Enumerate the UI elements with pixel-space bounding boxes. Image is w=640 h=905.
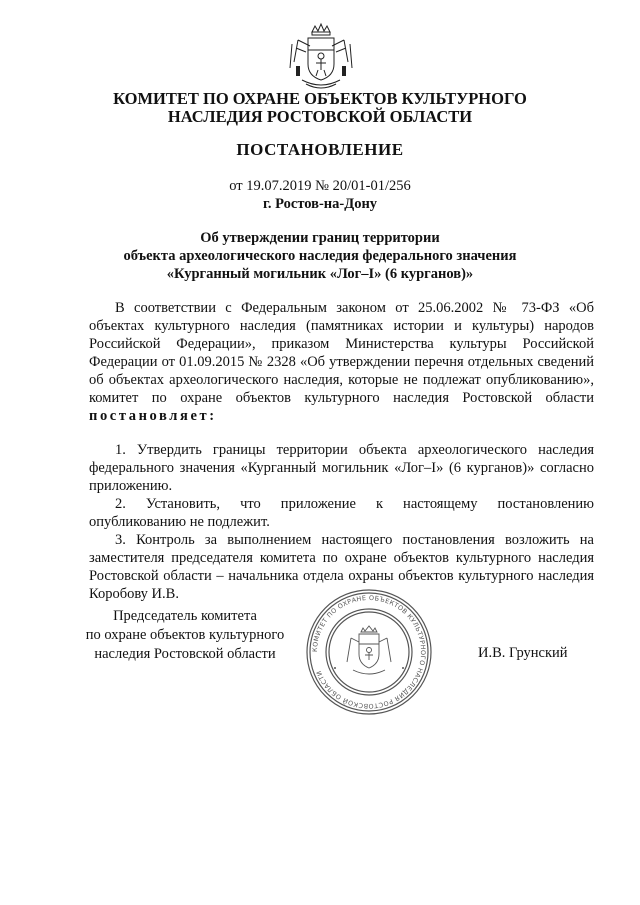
signatory-title [60, 607, 310, 664]
signatory-title-line-1: Председатель комитета [113, 608, 257, 624]
subject-line-3: «Курганный могильник «Лог–I» (6 курганов)» [166, 266, 474, 282]
item-2: 2. Установить, что приложение к настоящему постановлению опубликованию не подлежит. [89, 496, 594, 530]
signatory-title-line-2: по охране объектов культурного [85, 627, 285, 643]
preamble-keyword: постановляет: [89, 408, 217, 424]
organization-name [0, 90, 640, 126]
date-number: от 19.07.2019 № 20/01-01/256 [229, 178, 411, 194]
svg-text:КОМИТЕТ ПО ОХРАНЕ ОБЪЕКТОВ КУЛ [311, 594, 427, 710]
city: г. Ростов-на-Дону [262, 196, 378, 212]
official-seal [305, 588, 433, 716]
document-type: ПОСТАНОВЛЕНИЕ [236, 140, 404, 159]
document-subject [0, 229, 640, 283]
signatory-name: И.В. Грунский [478, 645, 568, 661]
document-body [89, 299, 594, 603]
seal-ring-text: КОМИТЕТ ПО ОХРАНЕ ОБЪЕКТОВ КУЛЬТУРНОГО НАСЛЕДИЯ РОСТОВСКОЙ ОБЛАСТИ [310, 593, 428, 711]
preamble-text: В соответствии с Федеральным законом от 25.06.2002 № 73-ФЗ «Об объектах культурного наследия (памятниках истории и культуры) народов Российской Федерации», приказом Министерства культуры Российской Федерации от 01.09.2015 № 2328 «Об утверждении перечня отдельных сведений об объектах археологического наследия, которые не подлежат опубликованию», комитет по охране объектов культурного наследия Ростовской области [89, 300, 594, 406]
org-line-1: КОМИТЕТ ПО ОХРАНЕ ОБЪЕКТОВ КУЛЬТУРНОГО [113, 89, 527, 108]
coat-of-arms-emblem [288, 22, 354, 92]
org-line-2: НАСЛЕДИЯ РОСТОВСКОЙ ОБЛАСТИ [167, 107, 473, 126]
subject-line-2: объекта археологического наследия федерального значения [123, 248, 517, 264]
preamble-paragraph [89, 299, 594, 425]
item-1: 1. Утвердить границы территории объекта археологического наследия федерального значения «Курганный могильник «Лог–I» (6 курганов)» согласно приложению. [89, 442, 594, 494]
subject-line-1: Об утверждении границ территории [200, 230, 440, 246]
signatory-title-line-3: наследия Ростовской области [94, 646, 276, 662]
item-3: 3. Контроль за выполнением настоящего постановления возложить на заместителя председателя комитета по охране объектов культурного наследия Ростовской области – начальника отдела охраны объектов культурного наследия Коробову И.В. [89, 532, 594, 602]
